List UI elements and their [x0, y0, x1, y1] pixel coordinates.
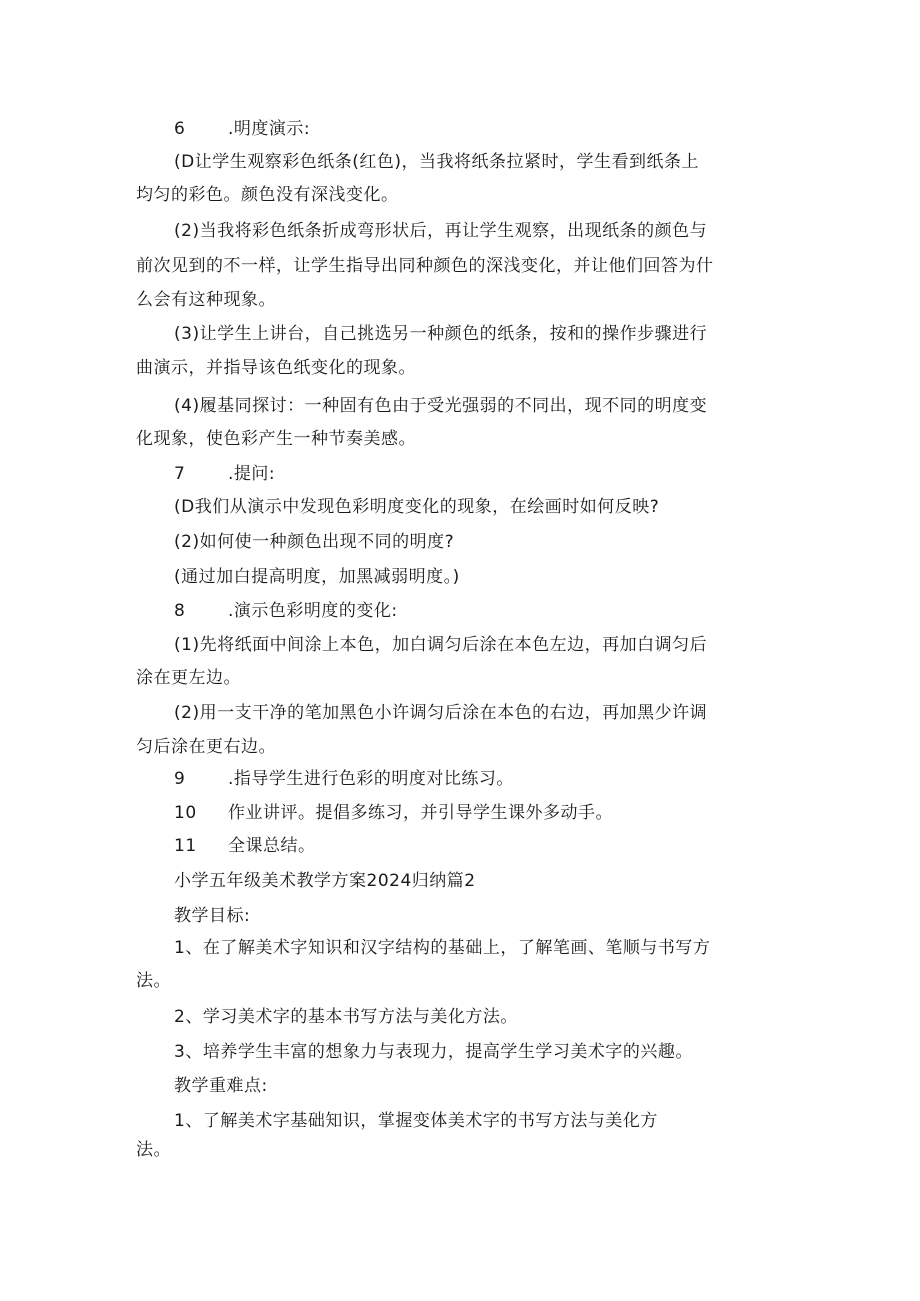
paragraph-line: (2)当我将彩色纸条折成弯形状后，再让学生观察，出现纸条的颜色与 [174, 221, 708, 241]
list-item: 10 作业讲评。提倡多练习，并引导学生课外多动手。 [174, 803, 613, 823]
paragraph-line: 涂在更左边。 [136, 668, 241, 688]
paragraph-line: (D我们从演示中发现色彩明度变化的现象，在绘画时如何反映? [174, 497, 660, 517]
paragraph-line: (2)用一支干净的笔加黑色小许调匀后涂在本色的右边，再加黑少许调 [174, 703, 708, 723]
paragraph-line: (1)先将纸面中间涂上本色，加白调匀后涂在本色左边，再加白调匀后 [174, 635, 708, 655]
paragraph-line: (3)让学生上讲台，自己挑选另一种颜色的纸条，按和的操作步骤进行 [174, 324, 708, 344]
paragraph-line: 曲演示，并指导该色纸变化的现象。 [136, 358, 416, 378]
paragraph-line: 3、培养学生丰富的想象力与表现力，提高学生学习美术字的兴趣。 [174, 1042, 693, 1062]
section-title: 小学五年级美术教学方案2024归纳篇2 [174, 871, 476, 891]
paragraph-line: 么会有这种现象。 [136, 290, 276, 310]
list-item: 11 全课总结。 [174, 836, 316, 856]
paragraph-line: 均匀的彩色。颜色没有深浅变化。 [136, 185, 399, 205]
paragraph-line: (通过加白提高明度，加黑减弱明度。) [174, 567, 460, 587]
paragraph-line: 匀后涂在更右边。 [136, 737, 276, 757]
paragraph-line: (2)如何使一种颜色出现不同的明度? [174, 532, 455, 552]
paragraph-line: (D让学生观察彩色纸条(红色)，当我将纸条拉紧时，学生看到纸条上 [174, 152, 699, 172]
paragraph-line: 法。 [136, 1140, 171, 1160]
paragraph-line: 前次见到的不一样，让学生指导出同种颜色的深浅变化，并让他们回答为什 [136, 256, 714, 276]
list-item: 7 .提问: [174, 464, 276, 484]
list-item: 8 .演示色彩明度的变化: [174, 601, 398, 621]
paragraph-line: 2、学习美术字的基本书写方法与美化方法。 [174, 1007, 518, 1027]
list-item: 6 .明度演示: [174, 119, 311, 139]
paragraph-line: (4)履基同探讨：一种固有色由于受光强弱的不同出，现不同的明度变 [174, 396, 708, 416]
paragraph-line: 法。 [136, 971, 171, 991]
paragraph-line: 1、在了解美术字知识和汉字结构的基础上，了解笔画、笔顺与书写方 [174, 938, 711, 958]
section-heading: 教学重难点: [174, 1076, 268, 1096]
paragraph-line: 1、了解美术字基础知识，掌握变体美术字的书写方法与美化方 [174, 1111, 658, 1131]
list-item: 9 .指导学生进行色彩的明度对比练习。 [174, 769, 514, 789]
section-heading: 教学目标: [174, 906, 251, 926]
paragraph-line: 化现象，使色彩产生一种节奏美感。 [136, 429, 416, 449]
